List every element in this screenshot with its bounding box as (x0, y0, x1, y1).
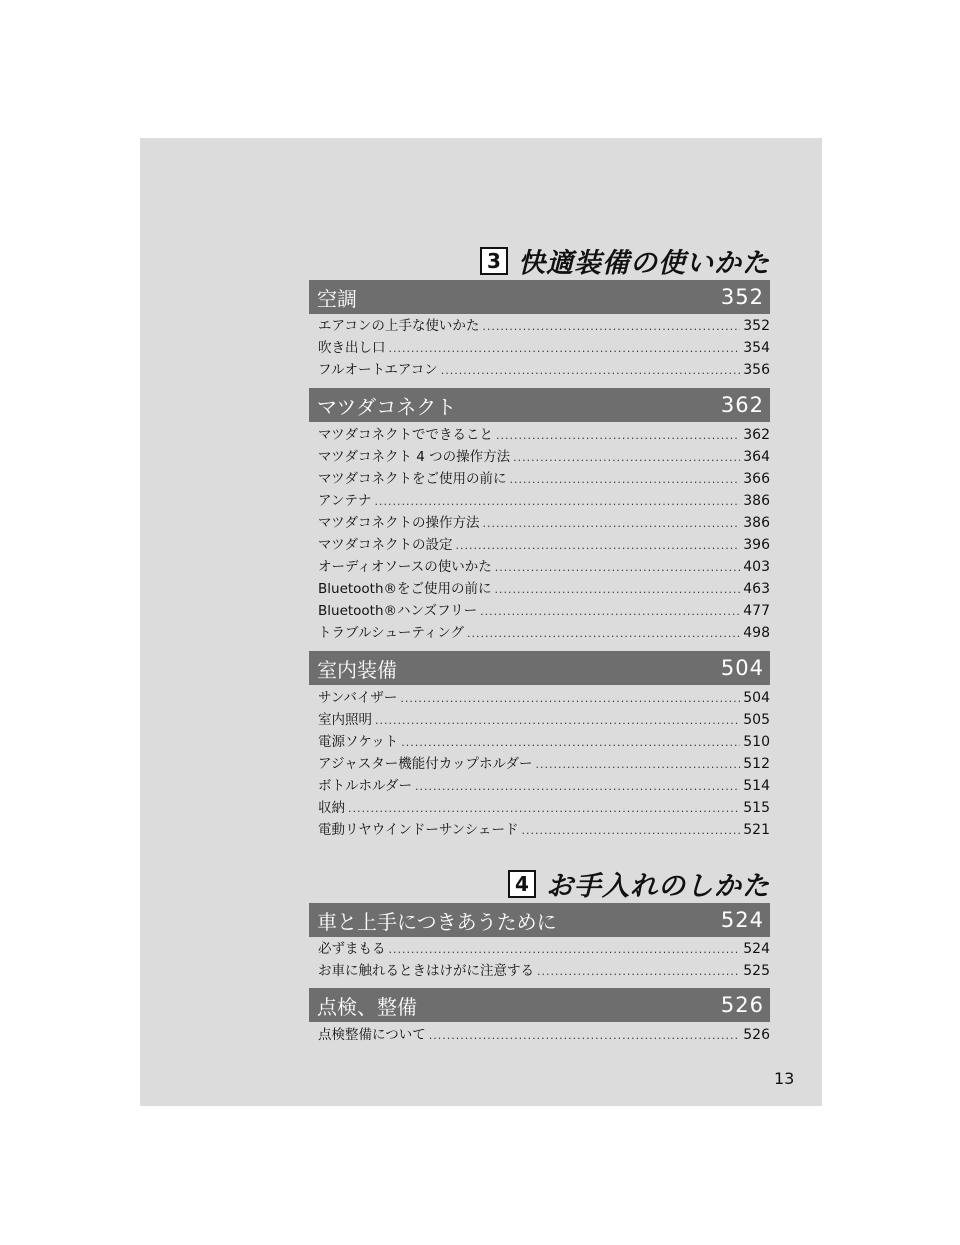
entry-label: サンバイザー (318, 690, 398, 706)
entry-label: トラブルシューティング (318, 625, 465, 641)
section-title: 空調 (317, 286, 357, 311)
section-title: マツダコネクト (317, 394, 457, 419)
entry-page: 512 (743, 756, 770, 772)
leader-dots (348, 798, 740, 820)
section-entries-inspection-maintenance (318, 1024, 770, 1046)
leader-dots (415, 776, 740, 798)
toc-entry[interactable] (318, 556, 770, 578)
leader-dots (389, 939, 741, 961)
toc-entry[interactable] (318, 622, 770, 644)
entry-page: 510 (743, 734, 770, 750)
entry-page: 396 (743, 537, 770, 553)
chapter-number: 3 (480, 247, 508, 275)
toc-entry[interactable] (318, 468, 770, 490)
toc-entry[interactable] (318, 337, 770, 359)
entry-page: 386 (743, 493, 770, 509)
page-number: 13 (774, 1069, 795, 1088)
leader-dots (441, 360, 741, 382)
toc-entry[interactable] (318, 960, 770, 982)
entry-label: フルオートエアコン (318, 362, 438, 378)
leader-dots (509, 469, 740, 491)
entry-page: 403 (743, 559, 770, 575)
toc-entry[interactable] (318, 446, 770, 468)
section-page: 526 (720, 993, 764, 1017)
entry-label: マツダコネクトの設定 (318, 537, 453, 553)
leader-dots (482, 316, 740, 338)
entry-label: 室内照明 (318, 712, 372, 728)
entry-page: 356 (743, 362, 770, 378)
entry-label: 電動リヤウインドーサンシェード (318, 822, 519, 838)
leader-dots (401, 732, 740, 754)
entry-label: 電源ソケット (318, 734, 399, 750)
entry-page: 463 (743, 581, 770, 597)
toc-entry[interactable] (318, 534, 770, 556)
section-entries-air-conditioning (318, 315, 770, 381)
section-page: 352 (720, 285, 764, 309)
entry-page: 504 (743, 690, 770, 706)
leader-dots (495, 557, 741, 579)
entry-label: アンテナ (318, 493, 372, 509)
entry-page: 362 (743, 427, 770, 443)
toc-entry[interactable] (318, 819, 770, 841)
chapter-number: 4 (508, 870, 536, 898)
section-page: 362 (720, 393, 764, 417)
section-entries-mazda-connect (318, 424, 770, 644)
leader-dots (480, 601, 740, 623)
entry-page: 352 (743, 318, 770, 334)
leader-dots (522, 820, 741, 842)
entry-page: 366 (743, 471, 770, 487)
section-header-interior-equipment[interactable] (309, 651, 770, 685)
toc-entry[interactable] (318, 753, 770, 775)
entry-page: 524 (743, 941, 770, 957)
entry-page: 498 (743, 625, 770, 641)
leader-dots (400, 688, 740, 710)
chapter-title: 快適装備の使いかた (518, 248, 770, 279)
leader-dots (536, 754, 741, 776)
section-entries-interior-equipment (318, 687, 770, 841)
entry-page: 515 (743, 800, 770, 816)
leader-dots (455, 535, 740, 557)
leader-dots (389, 338, 741, 360)
toc-entry[interactable] (318, 512, 770, 534)
leader-dots (513, 447, 740, 469)
toc-entry[interactable] (318, 600, 770, 622)
section-header-inspection-maintenance[interactable] (309, 988, 770, 1022)
toc-entry[interactable] (318, 687, 770, 709)
toc-entry[interactable] (318, 797, 770, 819)
entry-label: マツダコネクトの操作方法 (318, 515, 480, 531)
entry-label: マツダコネクトをご使用の前に (318, 471, 507, 487)
entry-page: 386 (743, 515, 770, 531)
entry-label: お車に触れるときはけがに注意する (318, 963, 534, 979)
toc-entry[interactable] (318, 1024, 770, 1046)
leader-dots (375, 710, 740, 732)
entry-label: 必ずまもる (318, 941, 386, 957)
section-header-mazda-connect[interactable] (309, 388, 770, 422)
section-title: 点検、整備 (317, 994, 417, 1019)
leader-dots (496, 425, 740, 447)
entry-label: 点検整備について (318, 1027, 426, 1043)
chapter-title: お手入れのしかた (546, 871, 770, 902)
section-page: 524 (720, 908, 764, 932)
leader-dots (374, 491, 740, 513)
toc-entry[interactable] (318, 709, 770, 731)
entry-page: 477 (743, 603, 770, 619)
entry-page: 514 (743, 778, 770, 794)
toc-entry[interactable] (318, 359, 770, 381)
leader-dots (495, 579, 741, 601)
leader-dots (467, 623, 740, 645)
entry-page: 526 (743, 1027, 770, 1043)
toc-entry[interactable] (318, 775, 770, 797)
entry-label: ボトルホルダー (318, 778, 412, 794)
entry-page: 521 (743, 822, 770, 838)
section-title: 室内装備 (317, 657, 397, 682)
section-entries-car-care (318, 938, 770, 982)
entry-label: Bluetooth®ハンズフリー (318, 603, 478, 619)
entry-label: Bluetooth®をご使用の前に (318, 581, 492, 597)
toc-entry[interactable] (318, 315, 770, 337)
entry-page: 505 (743, 712, 770, 728)
toc-entry[interactable] (318, 490, 770, 512)
section-page: 504 (720, 656, 764, 680)
entry-label: オーディオソースの使いかた (318, 559, 492, 575)
entry-label: エアコンの上手な使いかた (318, 318, 480, 334)
entry-label: マツダコネクト 4 つの操作方法 (318, 449, 511, 465)
leader-dots (482, 513, 740, 535)
entry-label: アジャスター機能付カップホルダー (318, 756, 533, 772)
entry-page: 525 (743, 963, 770, 979)
leader-dots (537, 961, 740, 983)
section-header-car-care[interactable] (309, 903, 770, 937)
section-title: 車と上手につきあうために (317, 909, 557, 934)
toc-entry[interactable] (318, 424, 770, 446)
chapter-3-heading (480, 241, 770, 280)
entry-page: 354 (743, 340, 770, 356)
toc-entry[interactable] (318, 578, 770, 600)
section-header-air-conditioning[interactable] (309, 280, 770, 314)
entry-label: 収納 (318, 800, 345, 816)
toc-entry[interactable] (318, 731, 770, 753)
leader-dots (429, 1025, 741, 1047)
entry-label: 吹き出し口 (318, 340, 386, 356)
entry-page: 364 (743, 449, 770, 465)
chapter-4-heading (508, 864, 770, 903)
entry-label: マツダコネクトでできること (318, 427, 493, 443)
toc-entry[interactable] (318, 938, 770, 960)
